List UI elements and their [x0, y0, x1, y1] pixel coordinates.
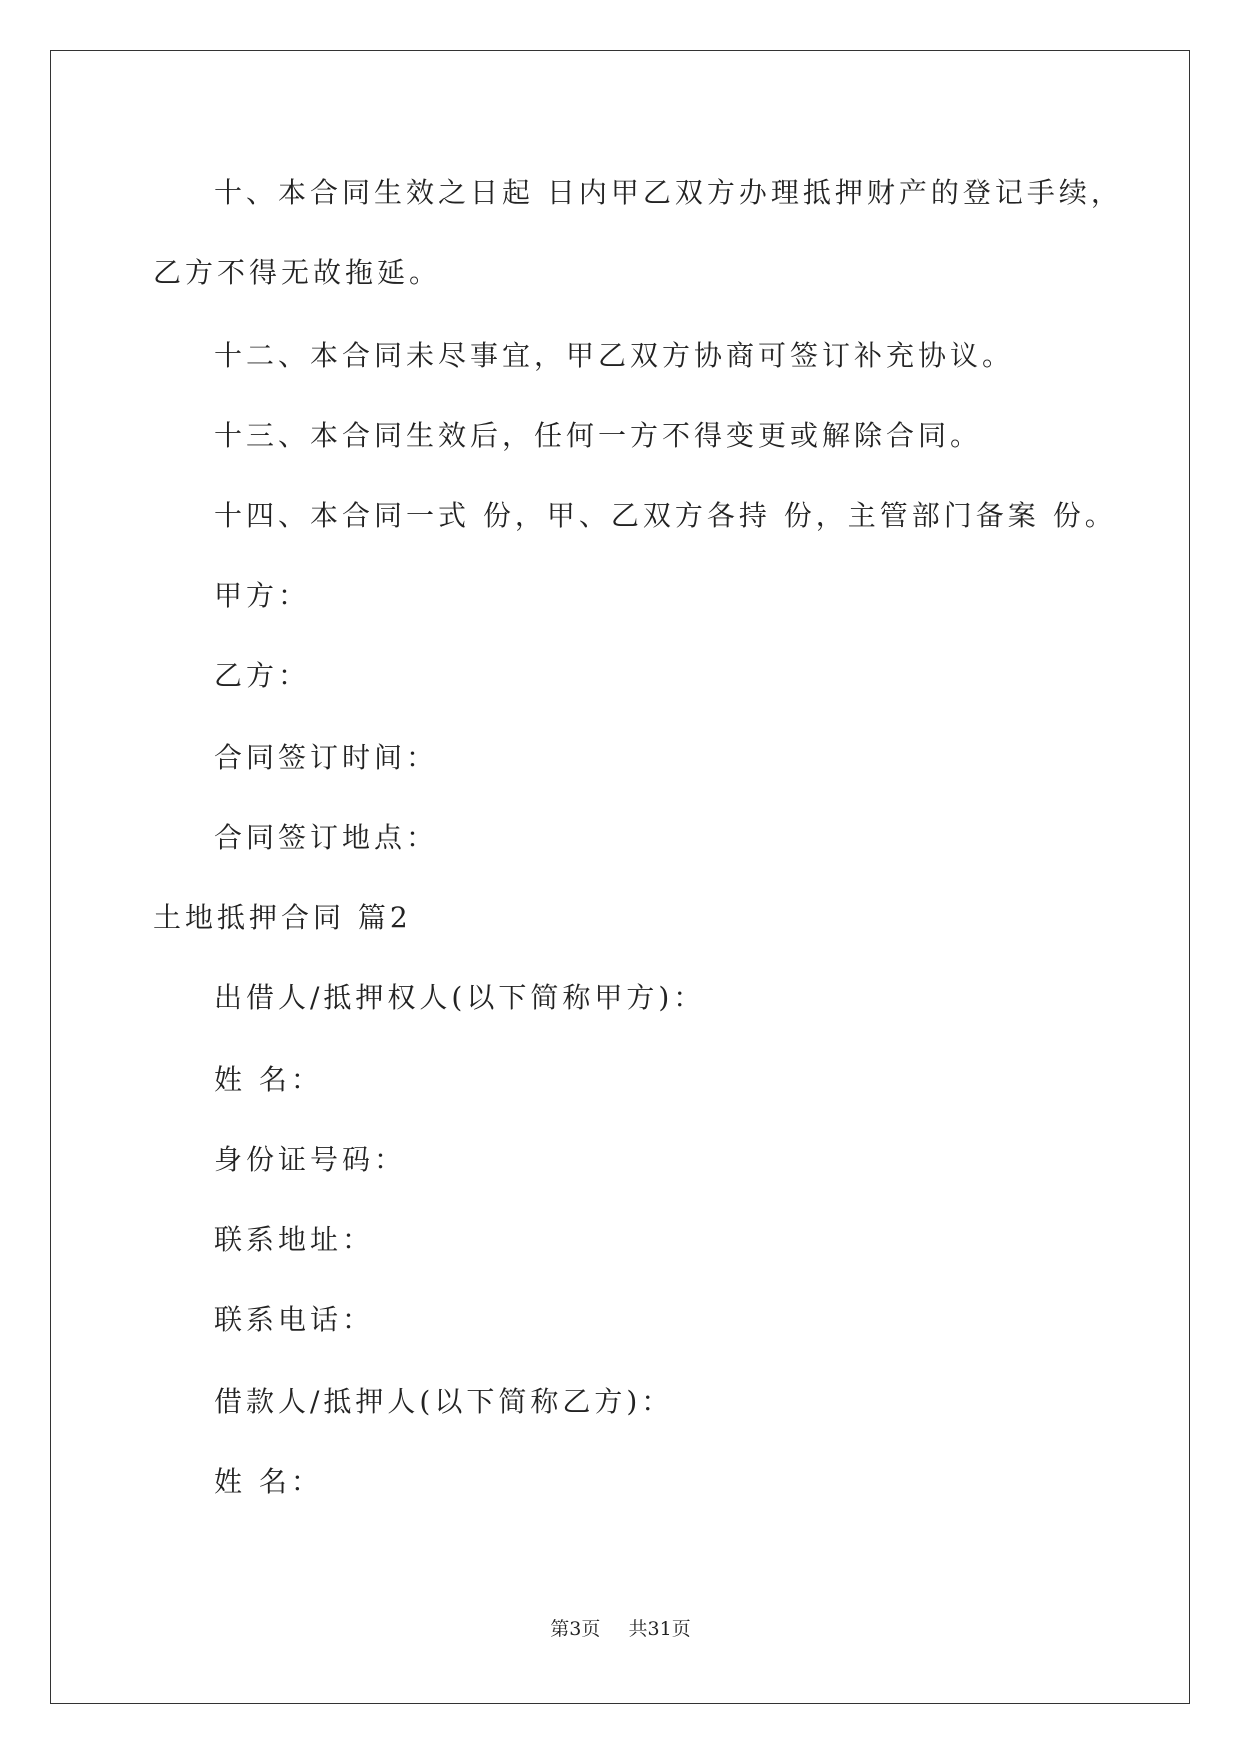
- section-title: 土地抵押合同 篇2: [153, 901, 412, 934]
- party-b-signature: 乙方：: [214, 659, 311, 692]
- clause-10-line-1: 十、本合同生效之日起 日内甲乙双方办理抵押财产的登记手续，: [214, 176, 1123, 209]
- borrower-name: 姓 名：: [214, 1465, 323, 1498]
- clause-10-line-2: 乙方不得无故拖延。: [153, 256, 442, 289]
- lender-name: 姓 名：: [214, 1063, 323, 1096]
- page-footer: [0, 1617, 1241, 1641]
- page-number: 第3页: [550, 1618, 601, 1640]
- signing-time: 合同签订时间：: [214, 741, 439, 774]
- signing-place: 合同签订地点：: [214, 821, 439, 854]
- lender-id-number: 身份证号码：: [214, 1143, 407, 1176]
- clause-12: 十二、本合同未尽事宜，甲乙双方协商可签订补充协议。: [214, 339, 1015, 372]
- lender-phone: 联系电话：: [214, 1303, 375, 1336]
- page-frame: [50, 50, 1190, 1704]
- borrower-heading: 借款人/抵押人(以下简称乙方)：: [214, 1385, 674, 1418]
- clause-13: 十三、本合同生效后，任何一方不得变更或解除合同。: [214, 419, 983, 452]
- clause-14: 十四、本合同一式 份，甲、乙双方各持 份，主管部门备案 份。: [214, 499, 1117, 532]
- lender-heading: 出借人/抵押权人(以下简称甲方)：: [214, 981, 706, 1014]
- total-pages: 共31页: [628, 1618, 691, 1640]
- lender-address: 联系地址：: [214, 1223, 375, 1256]
- party-a-signature: 甲方：: [214, 579, 311, 612]
